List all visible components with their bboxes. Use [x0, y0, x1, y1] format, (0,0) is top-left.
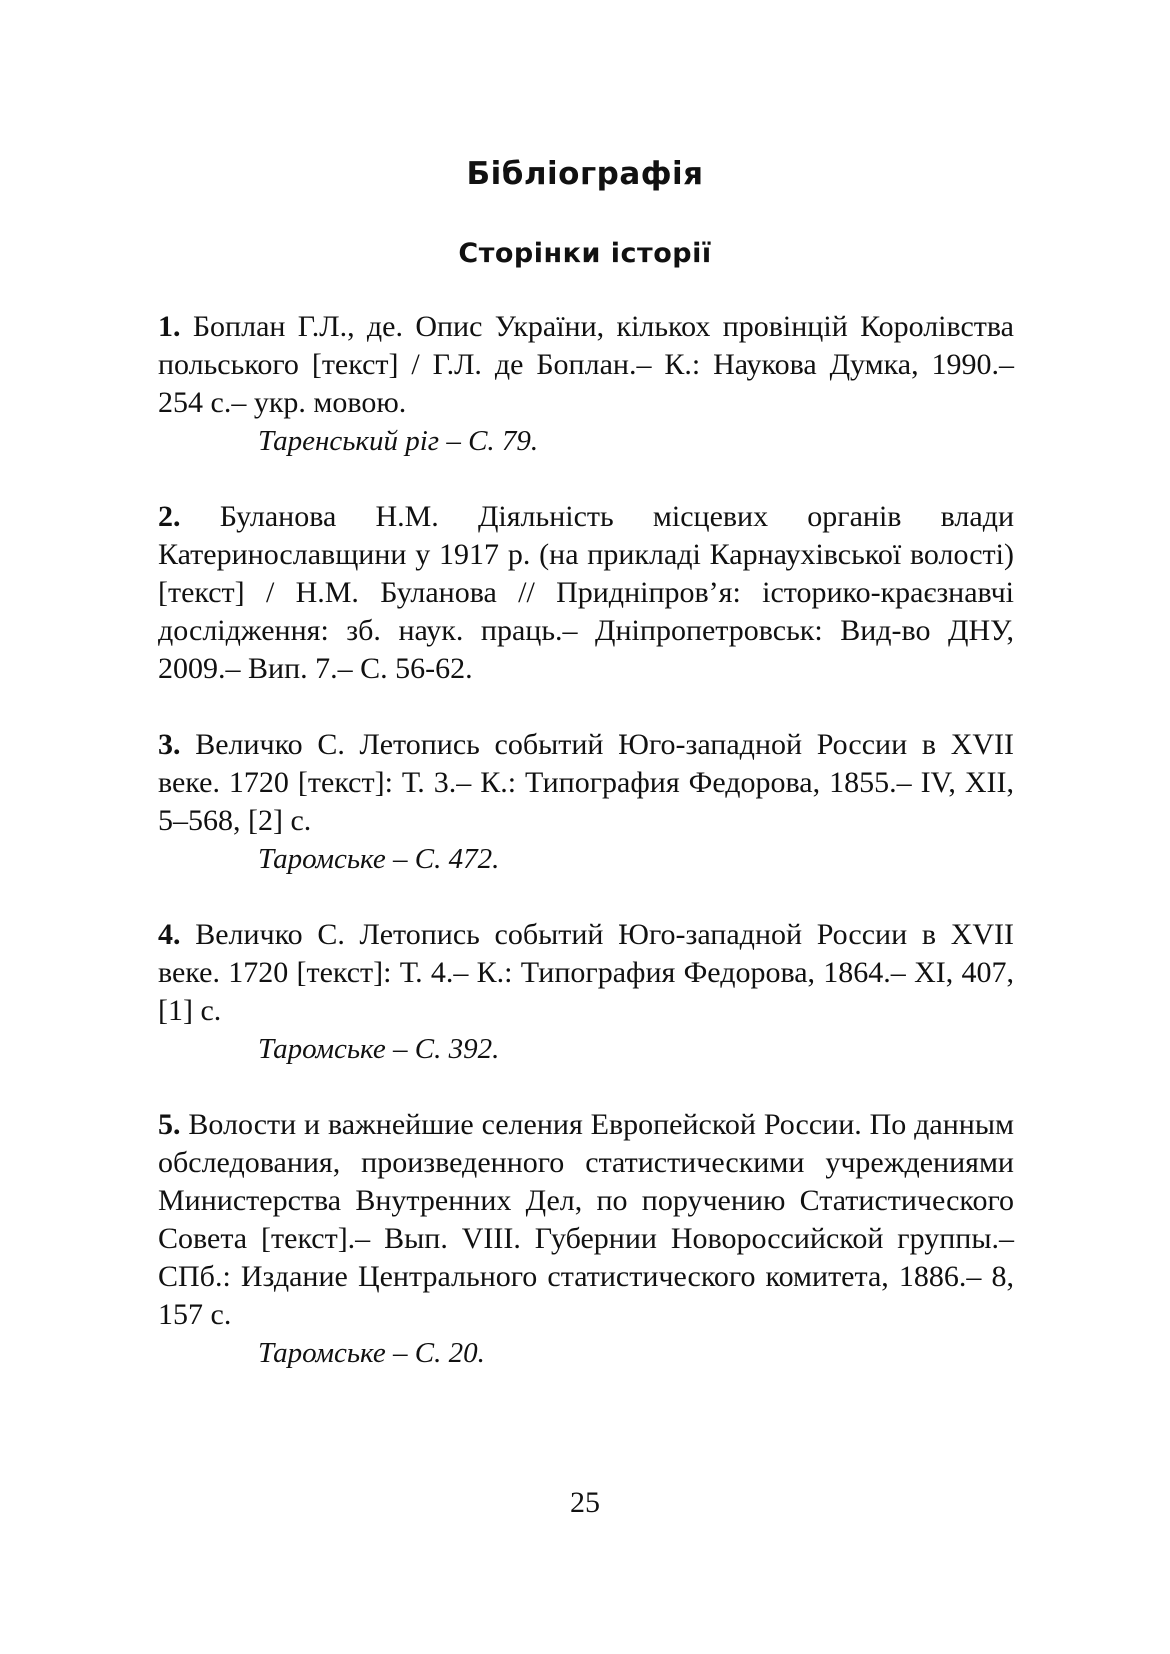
entry-reference: Таромське – С. 472.	[258, 843, 500, 875]
bibliography-entry	[158, 308, 1014, 460]
bibliography-entry	[158, 1106, 1014, 1372]
bibliography-entry	[158, 916, 1014, 1068]
entry-citation: Величко С. Летопись событий Юго-западной России в XVII веке. 1720 [текст]: Т. 3.– К.: Типография Федорова, 1855.– IV, XII, 5–568, [2] с.	[158, 728, 1015, 837]
entry-reference: Таромське – С. 392.	[258, 1033, 500, 1065]
entry-text-block	[158, 726, 1014, 840]
entry-number: 2.	[158, 500, 181, 533]
entry-text-block	[158, 498, 1014, 688]
entry-reference: Таромське – С. 20.	[258, 1337, 485, 1369]
section-subtitle: Сторінки історії	[458, 238, 712, 269]
entry-text-block	[158, 308, 1014, 422]
bibliography-entry	[158, 726, 1014, 878]
entry-number: 1.	[158, 310, 181, 343]
entry-text-block	[158, 916, 1014, 1030]
entry-citation: Буланова Н.М. Діяльність місцевих органів влади Катеринославщини у 1917 р. (на прикладі Карнаухівської волості) [текст] / Н.М. Буланова // Придніпров’я: історико-краєзнавчі дослідження: зб. наук. праць.– Дніпропетровськ: Вид-во ДНУ, 2009.– Вип. 7.– С. 56-62.	[158, 500, 1015, 685]
entry-reference: Таренський ріг – С. 79.	[258, 425, 539, 457]
entry-citation: Волости и важнейшие селения Европейской России. По данным обследования, произведенного статистическими учреждениями Министерства Внутренних Дел, по поручению Статистического Совета [текст].– Вып. VIII. Губернии Новороссийской группы.– СПб.: Издание Центрального статистического комитета, 1886.– 8, 157 с.	[158, 1108, 1014, 1331]
page-number: 25	[570, 1486, 600, 1519]
bibliography-entry	[158, 498, 1014, 688]
entry-text-block	[158, 1106, 1014, 1334]
entry-number: 5.	[158, 1108, 181, 1141]
page-title: Бібліографія	[466, 156, 704, 192]
entry-number: 3.	[158, 728, 181, 761]
entry-citation: Величко С. Летопись событий Юго-западной России в XVII веке. 1720 [текст]: Т. 4.– К.: Типография Федорова, 1864.– XI, 407, [1] с.	[158, 918, 1015, 1027]
entry-number: 4.	[158, 918, 181, 951]
bibliography-list	[158, 308, 1014, 1410]
entry-citation: Боплан Г.Л., де. Опис України, кількох провінцій Королівства польського [текст] / Г.Л. де Боплан.– К.: Наукова Думка, 1990.– 254 с.– укр. мовою.	[158, 310, 1014, 419]
